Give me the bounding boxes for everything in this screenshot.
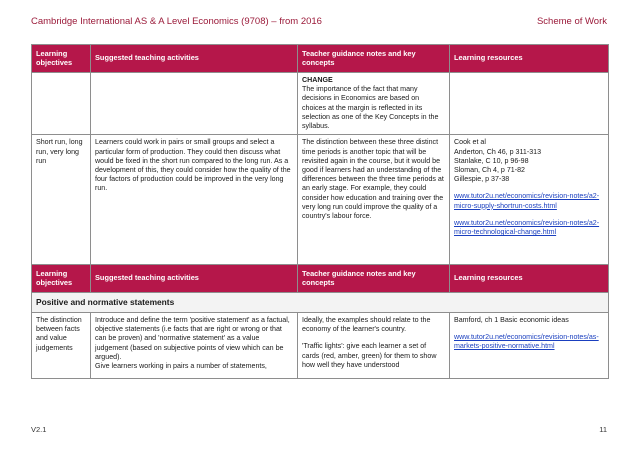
col-header-objectives: Learning objectives [32,265,91,293]
resource-item: Sloman, Ch 4, p 71-82 [454,165,525,174]
section-title: Positive and normative statements [32,293,609,313]
guidance-text: Ideally, the examples should relate to the economy of the learner's country. [302,315,431,334]
col-header-objectives: Learning objectives [32,45,91,73]
cell-objective: The distinction between facts and value judgements [32,312,91,378]
cell-activity-empty [91,73,298,135]
cell-objective-empty [32,73,91,135]
col-header-activities: Suggested teaching activities [91,45,298,73]
footer-version: V2.1 [31,425,47,434]
resource-link[interactable]: www.tutor2u.net/economics/revision-notes/a2-micro-technological-change.html [454,218,600,237]
activity-text: Introduce and define the term 'positive statement' as a factual, objective statements (i.e facts that are right or wrong or that can be proven) and 'normative statement' as a value judgement (based on subjective points of view which can be argued). [95,315,290,361]
cell-guidance [298,73,450,135]
document-header-title: Cambridge International AS & A Level Economics (9708) – from 2016 [31,16,322,27]
cell-activity [91,312,298,378]
col-header-resources: Learning resources [450,45,609,73]
key-concept-title: CHANGE [302,76,333,84]
resource-item: Anderton, Ch 46, p 311-313 [454,147,542,156]
col-header-guidance: Teacher guidance notes and key concepts [298,265,450,293]
col-header-guidance: Teacher guidance notes and key concepts [298,45,450,73]
scheme-table-2 [31,264,609,379]
document-header-scheme: Scheme of Work [536,16,607,27]
cell-resources [450,312,609,378]
guidance-text: 'Traffic lights': give each learner a set of cards (red, amber, green) for them to show how well they have understood [302,342,437,369]
cell-objective: Short run, long run, very long run [32,135,91,267]
activity-text: Give learners working in pairs a number of statements, [95,362,267,371]
resource-item: Bamford, ch 1 Basic economic ideas [454,315,569,324]
guidance-text: The importance of the fact that many decisions in Economics are based on choices at the margin is reflected in its selection as one of the Key Concepts in the syllabus. [302,85,439,131]
resource-item: Cook et al [454,138,486,147]
col-header-resources: Learning resources [450,265,609,293]
cell-resources [450,135,609,267]
cell-activity: Learners could work in pairs or small groups and select a particular form of production. They could then discuss what would be fixed in the short run compared to the long run. As a development of this, they could consider how the quality of the four factors of production could be improved in the very long run. [91,135,298,267]
resource-item: Stanlake, C 10, p 96-98 [454,156,529,165]
resource-item: Gillespie, p 37-38 [454,175,510,184]
resource-link[interactable]: www.tutor2u.net/economics/revision-notes/a2-micro-supply-shortrun-costs.html [454,192,600,210]
table-row [32,73,609,135]
table-header-row [32,265,609,293]
table-header-row [32,45,609,73]
table-row [32,135,609,267]
table-row [32,312,609,378]
cell-guidance [298,312,450,378]
cell-resources-empty [450,73,609,135]
col-header-activities: Suggested teaching activities [91,265,298,293]
section-row [32,293,609,313]
scheme-table-1 [31,44,609,267]
resource-link[interactable]: www.tutor2u.net/economics/revision-notes/as-markets-positive-normative.html [454,333,599,351]
cell-guidance: The distinction between these three distinct time periods is another topic that will be revisited again in the course, but it would be good if learners had an understanding of the differences between the three time periods at an early stage. For example, they could consider how education and training over the very long run could improve the quality of a country's labour force. [298,135,450,267]
page-number: 11 [599,425,607,434]
